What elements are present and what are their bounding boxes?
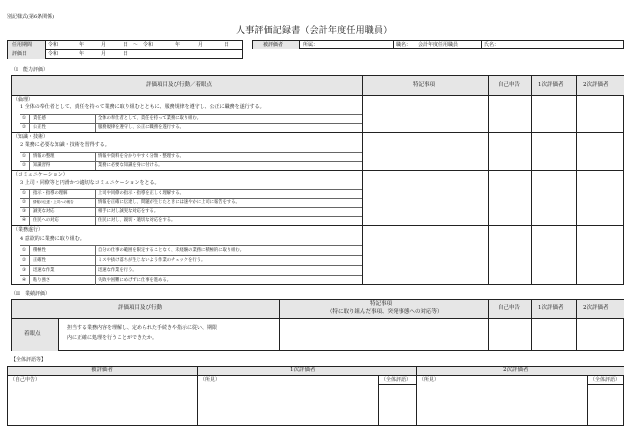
col-second-header: 2次評価者 xyxy=(583,82,609,88)
year-end: 年 xyxy=(175,42,181,48)
item-desc: 服務規律を遵守し、公正に職務を遂行する。 xyxy=(98,125,184,130)
col-self-header: 自己申告 xyxy=(498,82,521,88)
category-ethics: （倫理） xyxy=(13,97,34,103)
item-num: ② xyxy=(22,257,26,263)
item-desc: ミスや抜け落ちが生じないよう作業のチェックを行う。 xyxy=(98,257,206,263)
section1-heading: （I 能力評価） xyxy=(11,67,48,73)
item-name: 知識習得 xyxy=(33,163,51,168)
ability-second-field[interactable] xyxy=(576,95,624,285)
item-num: ① xyxy=(22,247,26,253)
perf-row-text-2: 内に正確に処理を行うことができたか。 xyxy=(67,335,158,341)
perf-col-item: 評価項目及び行動 xyxy=(118,305,163,311)
statement-ethics: 1 全体の奉仕者として、責任を持って業務に取り組むとともに、服務規律を遵守し、公正に職務を遂行する。 xyxy=(20,104,265,110)
first-shoken-field[interactable] xyxy=(197,385,378,426)
perf-row-label: 着眼点 xyxy=(24,331,41,337)
category-communication: （コミュニケーション） xyxy=(13,172,68,178)
shimei-label: 氏名： xyxy=(484,41,500,48)
item-num: ④ xyxy=(22,218,26,223)
overall-col-second: 2次評価者 xyxy=(503,367,529,373)
item-num: ③ xyxy=(22,209,26,214)
item-name: 誠実な対応 xyxy=(33,209,55,214)
day-start: 日 xyxy=(123,42,129,48)
overall1-label: （全体評語） xyxy=(381,377,412,383)
ability-first-field[interactable] xyxy=(531,95,576,285)
item-name: 公正性 xyxy=(33,125,46,130)
shozoku-label: 所属： xyxy=(303,41,319,48)
item-name: 情報の整理 xyxy=(33,154,55,159)
perf-first-field[interactable] xyxy=(531,318,576,351)
perf-col-note-2: （特に取り組んだ事項、突発事態への対応等） xyxy=(327,309,443,315)
ninyo-label: 任用期間 xyxy=(12,42,33,48)
item-name: 積極性 xyxy=(33,247,46,253)
overall-col-first: 1次評価者 xyxy=(290,367,316,373)
month-start: 月 xyxy=(101,42,107,48)
item-desc: 情報や資料を分かりやすく分類・整理する。 xyxy=(98,154,184,159)
item-num: ② xyxy=(22,200,26,205)
first-overall-field[interactable] xyxy=(378,385,416,426)
col-item-header: 評価項目及び行動／着眼点 xyxy=(146,82,213,88)
form-label: 別記様式(第6条関係) xyxy=(7,14,55,20)
category-knowledge: （知識・技術） xyxy=(13,134,49,140)
item-desc: 住民に対し、親切・適切な対応をする。 xyxy=(98,218,176,223)
perf-row-text-1: 担当する業務内容を理解し、定められた手続きや指示に従い、期限 xyxy=(67,325,218,331)
item-num: ② xyxy=(22,125,26,130)
item-name: 正確性 xyxy=(33,257,46,263)
section2-heading: （II 業績評価） xyxy=(11,291,50,297)
item-num: ① xyxy=(22,154,26,159)
second-shoken-field[interactable] xyxy=(416,385,587,426)
second-overall-field[interactable] xyxy=(587,385,624,426)
item-desc: 情報を正確に伝達し、問題が生じたときには速やかに上司に報告をする。 xyxy=(98,200,240,205)
shokumei-label: 職名： xyxy=(396,41,412,48)
item-name: 迅速な作業 xyxy=(33,267,55,273)
month-eval: 月 xyxy=(101,51,107,57)
item-desc: 自分の仕事の範囲を限定することなく、未経験の業務に積極的に取り組む。 xyxy=(98,247,245,253)
evaluation-date-input[interactable] xyxy=(45,49,243,59)
item-desc: 相手に対し誠実な対応をする。 xyxy=(98,209,159,214)
hihyoka-label: 被評価者 xyxy=(263,41,284,48)
day-eval: 日 xyxy=(123,51,129,57)
perf-second-field[interactable] xyxy=(576,318,624,351)
self-report-label: （自己申告） xyxy=(10,377,41,383)
overall-col-hihyoka: 被評価者 xyxy=(91,367,114,373)
item-name: 粘り強さ xyxy=(33,277,51,283)
item-desc: 上司や同僚の指示・指導を正しく理解する。 xyxy=(98,191,184,196)
item-desc: 業務に必要な知識を身に付ける。 xyxy=(98,163,163,168)
item-num: ④ xyxy=(22,277,26,283)
category-performance: （業務遂行） xyxy=(13,227,44,233)
statement-knowledge: 2 業務に必要な知識・技術を習得する。 xyxy=(20,142,110,148)
era-eval: 令和 xyxy=(48,51,59,57)
item-desc: 迅速な作業を行う。 xyxy=(98,267,137,273)
statement-performance: 4 意欲的に業務に取り組む。 xyxy=(20,236,85,242)
perf-self-field[interactable] xyxy=(488,318,531,351)
perf-col-first: 1次評価者 xyxy=(538,305,564,311)
page-title: 人事評価記録書（会計年度任用職員） xyxy=(236,26,393,36)
col-first-header: 1次評価者 xyxy=(538,82,564,88)
item-name: 指示・指導の理解 xyxy=(33,191,68,196)
tilde: 〜 xyxy=(133,42,139,48)
shoken2-label: （所見） xyxy=(419,377,440,383)
overall2-label: （全体評語） xyxy=(590,377,621,383)
item-num: ③ xyxy=(22,267,26,273)
ability-self-field[interactable] xyxy=(488,95,531,285)
item-desc: 全体の奉仕者として、責任を持って業務に取り組む。 xyxy=(98,116,202,121)
self-report-field[interactable] xyxy=(7,385,197,426)
perf-col-note-1: 特記事項 xyxy=(370,301,393,307)
item-name: 責任感 xyxy=(33,116,46,121)
perf-col-self: 自己申告 xyxy=(498,305,521,311)
era-start: 令和 xyxy=(48,42,59,48)
item-desc: 失敗や困難にめげずに仕事を進める。 xyxy=(98,277,172,283)
ability-note-field[interactable] xyxy=(362,95,488,285)
item-num: ① xyxy=(22,191,26,196)
col-note-header: 特記事項 xyxy=(413,82,436,88)
item-num: ① xyxy=(22,116,26,121)
item-name: 情報の伝達・上司への報告 xyxy=(33,200,74,205)
day-end: 日 xyxy=(224,42,230,48)
shimei-field[interactable] xyxy=(481,40,624,49)
hyoka-label: 評価日 xyxy=(12,51,28,57)
month-end: 月 xyxy=(198,42,204,48)
item-name: 住民への対応 xyxy=(33,218,59,223)
section3-heading: 【全体評語等】 xyxy=(11,357,47,363)
era-end: 令和 xyxy=(143,42,154,48)
year-start: 年 xyxy=(79,42,85,48)
shokumei-value: 会計年度任用職員 xyxy=(418,41,459,48)
statement-communication: 3 上司・同僚等と円滑かつ適切なコミュニケーションをとる。 xyxy=(20,180,160,186)
perf-col-second: 2次評価者 xyxy=(583,305,609,311)
year-eval: 年 xyxy=(79,51,85,57)
item-num: ② xyxy=(22,163,26,168)
perf-note-field[interactable] xyxy=(279,318,488,351)
shoken1-label: （所見） xyxy=(200,377,221,383)
